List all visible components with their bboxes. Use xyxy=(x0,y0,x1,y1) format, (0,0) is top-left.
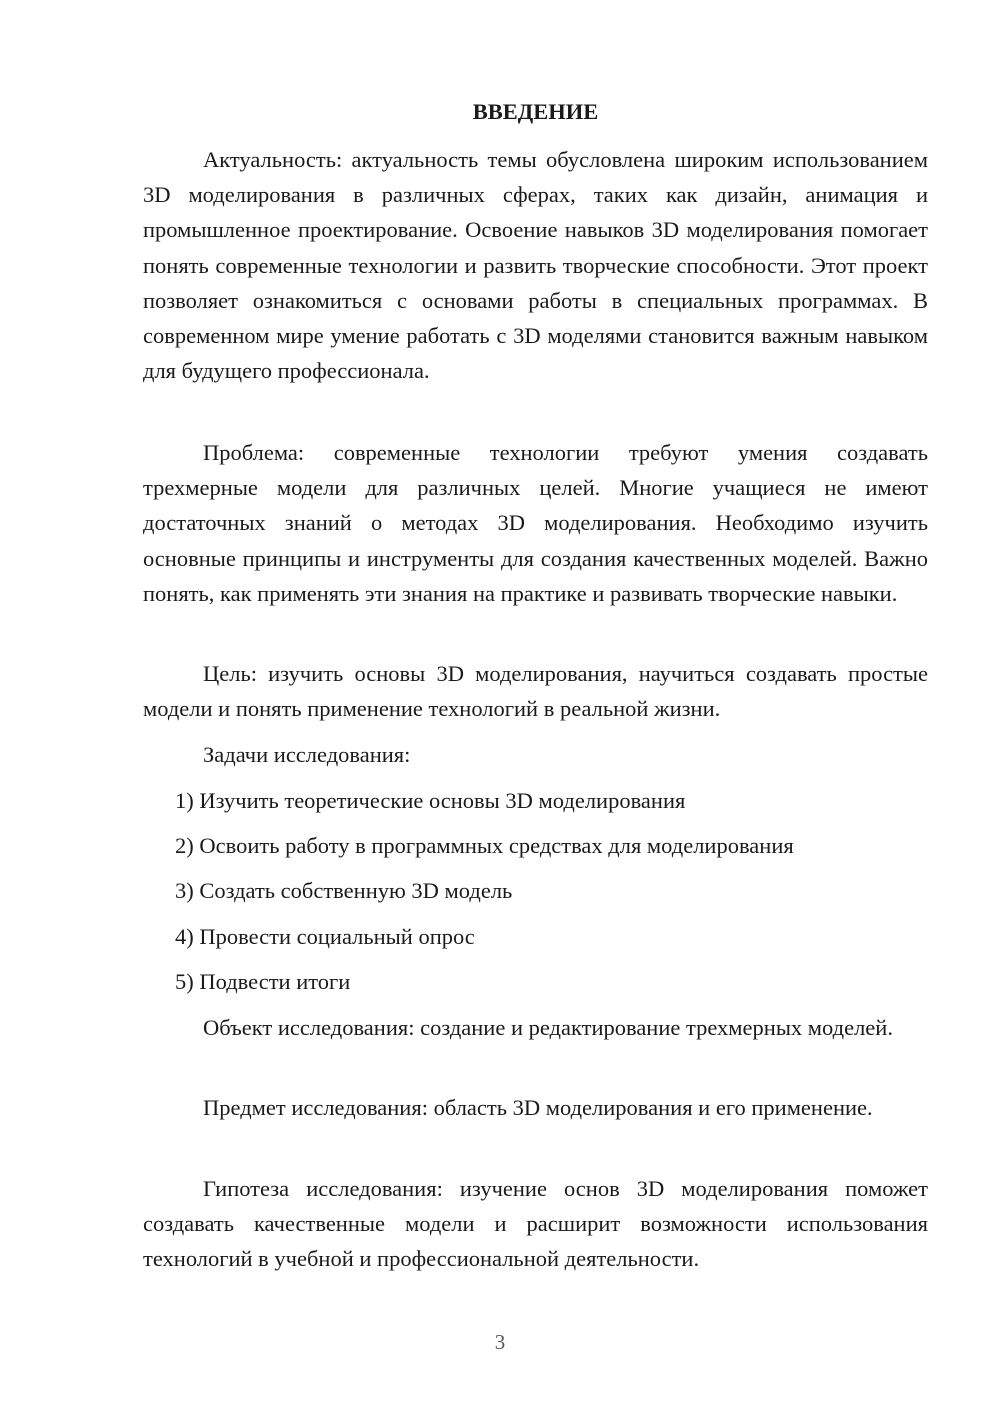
object-paragraph: Объект исследования: создание и редактирование трехмерных моделей. xyxy=(203,1015,893,1040)
task-item: 5) Подвести итоги xyxy=(175,969,351,994)
task-item: 3) Создать собственную 3D модель xyxy=(175,878,513,903)
tasks-title: Задачи исследования: xyxy=(203,742,411,767)
task-item: 2) Освоить работу в программных средствах для моделирования xyxy=(175,833,794,858)
subject-paragraph: Предмет исследования: область 3D моделирования и его применение. xyxy=(203,1095,873,1120)
task-item: 1) Изучить теоретические основы 3D моделирования xyxy=(175,788,686,813)
section-heading: ВВЕДЕНИЕ xyxy=(472,99,599,124)
page-number: 3 xyxy=(494,1330,506,1354)
relevance-paragraph: Актуальность: актуальность темы обусловлена широким использованием 3D моделирования в различных сферах, таких как дизайн, анимация и промышленное проектирование. Освоение навыков 3D моделирования помогает понять современные технологии и развить творческие способности. Этот проект позволяет ознакомиться с основами работы в специальных программах. В современном мире умение работать с 3D моделями становится важным навыком для будущего профессионала. xyxy=(143,147,928,384)
task-item: 4) Провести социальный опрос xyxy=(175,924,475,949)
problem-paragraph: Проблема: современные технологии требуют умения создавать трехмерные модели для различных целей. Многие учащиеся не имеют достаточных знаний о методах 3D моделирования. Необходимо изучить основные принципы и инструменты для создания качественных моделей. Важно понять, как применять эти знания на практике и развивать творческие навыки. xyxy=(143,440,928,606)
goal-paragraph: Цель: изучить основы 3D моделирования, научиться создавать простые модели и понять применение технологий в реальной жизни. xyxy=(143,661,928,722)
hypothesis-paragraph: Гипотеза исследования: изучение основ 3D моделирования поможет создавать качественные модели и расширит возможности использования технологий в учебной и профессиональной деятельности. xyxy=(143,1176,928,1272)
